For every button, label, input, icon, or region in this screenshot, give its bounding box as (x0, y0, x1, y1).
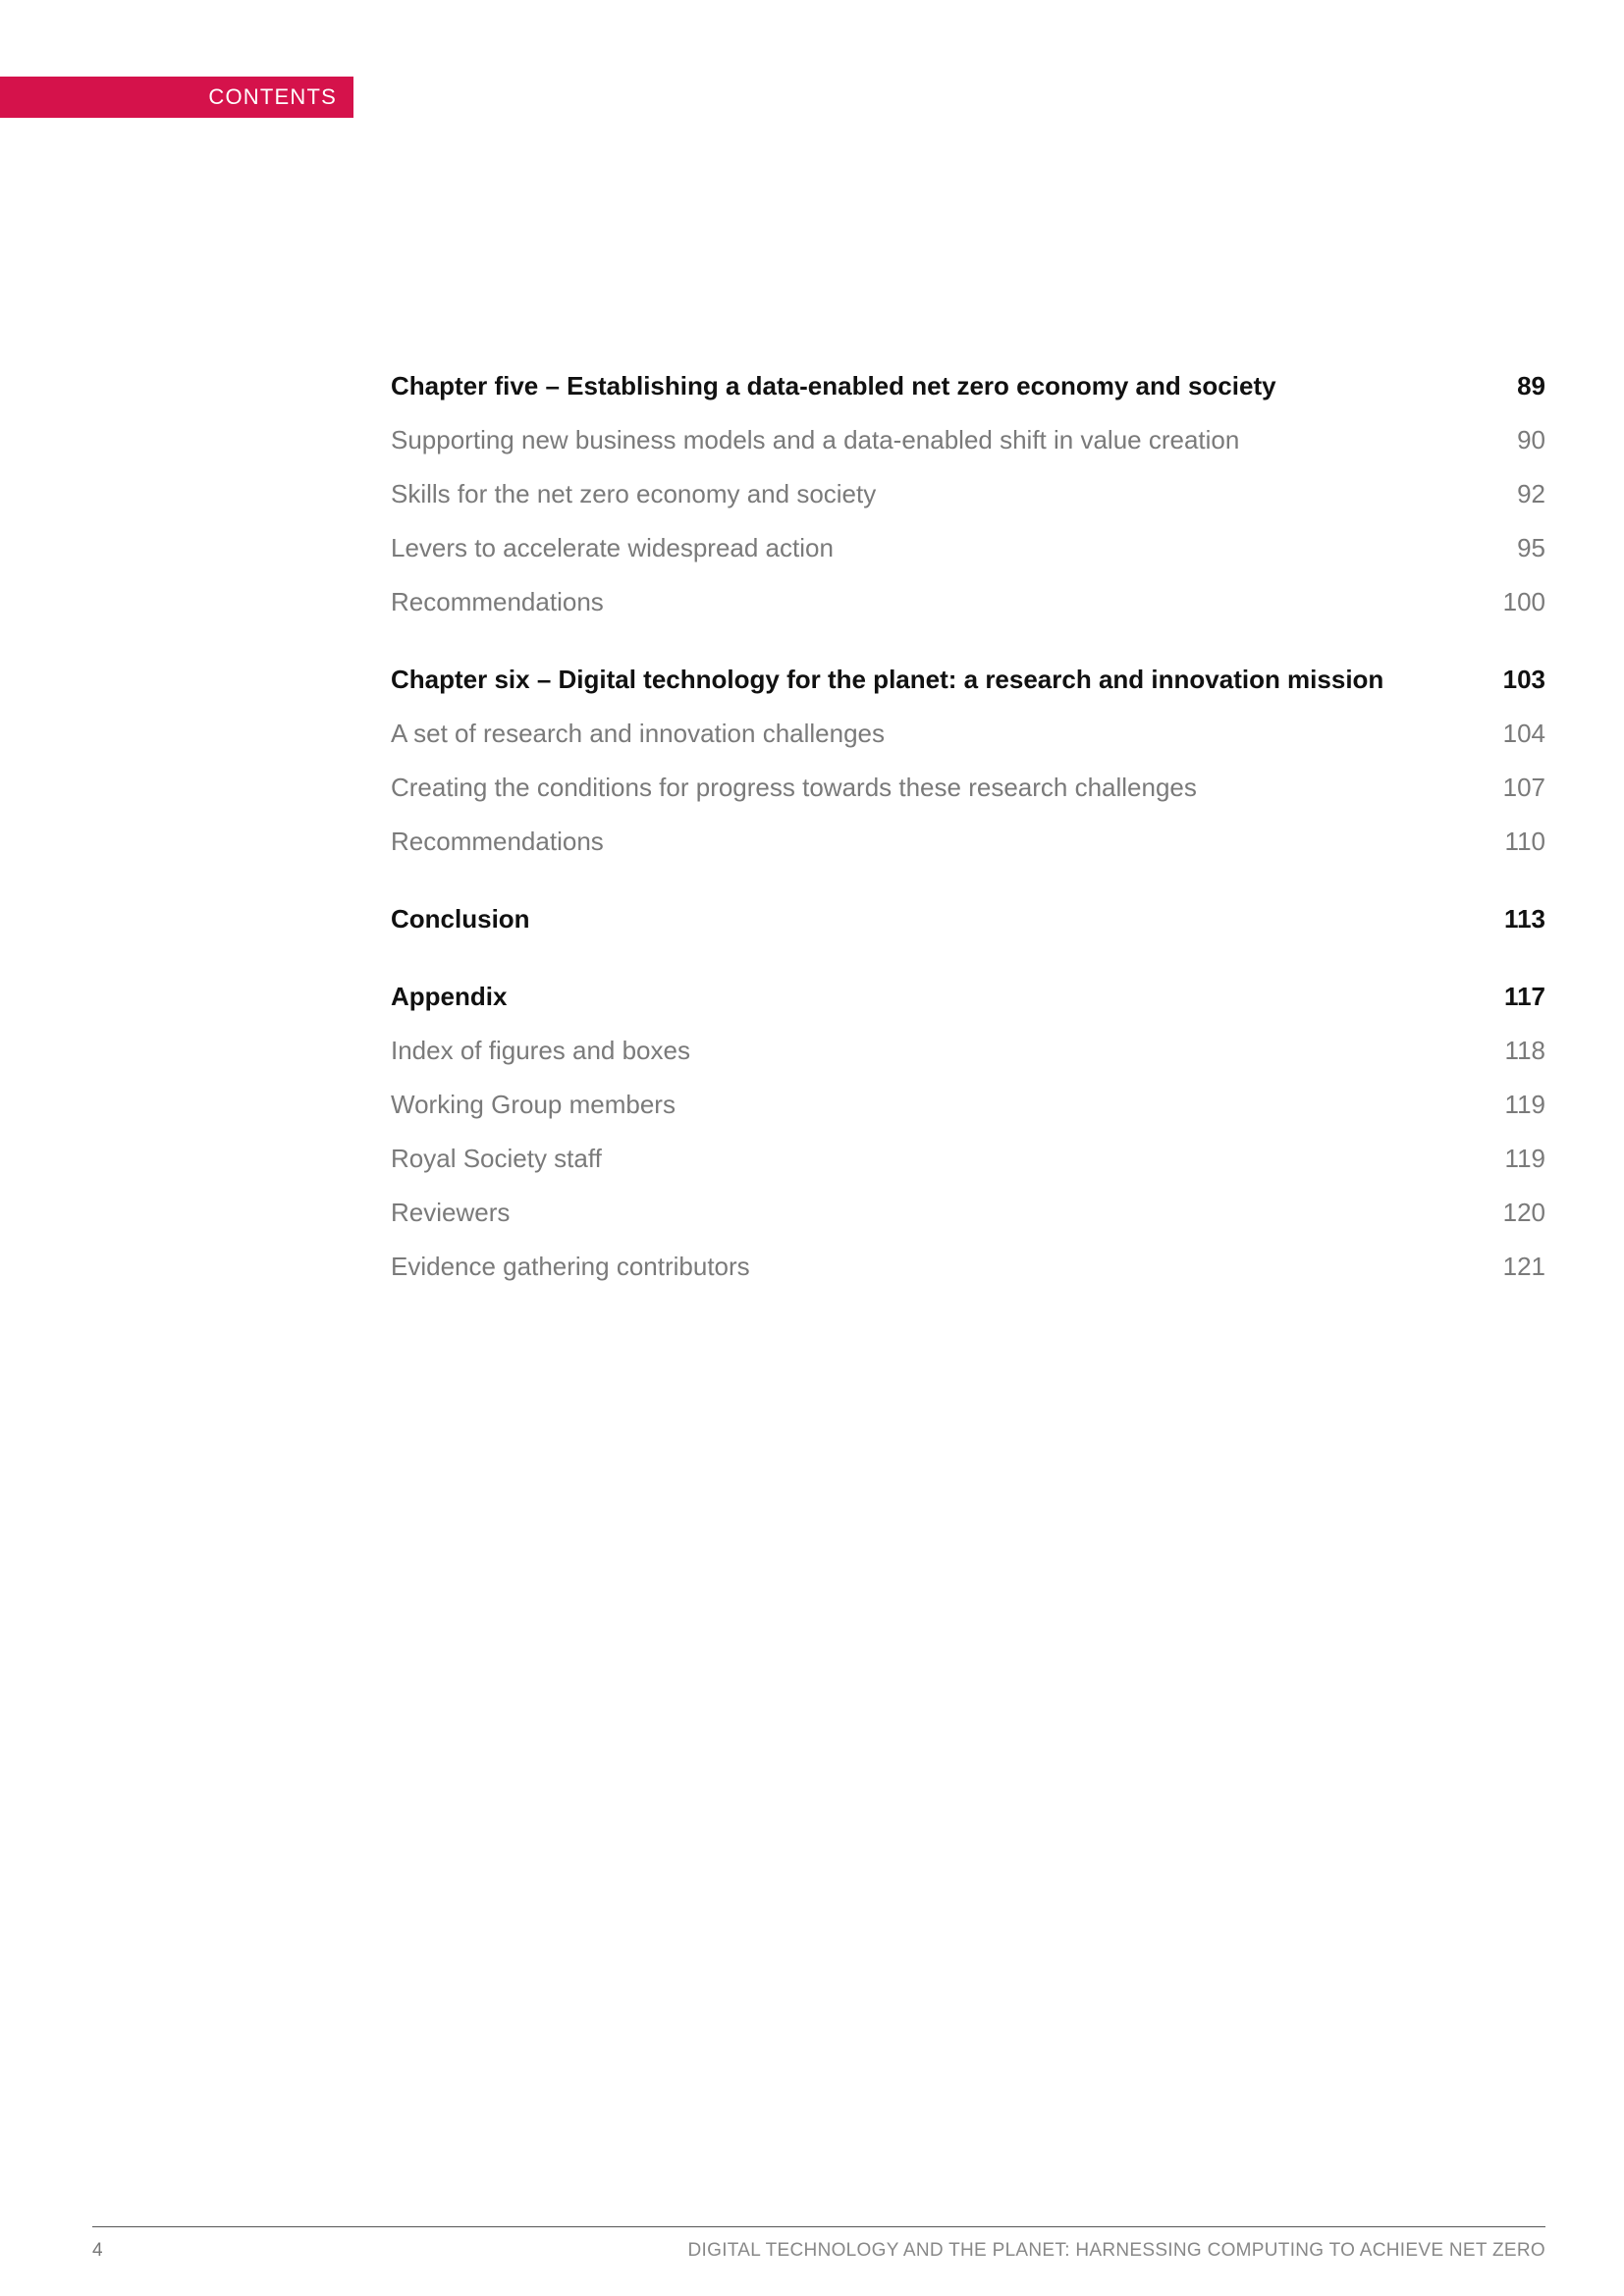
toc-entry-page: 120 (1502, 1198, 1545, 1227)
toc-entry-title: Recommendations (391, 827, 604, 856)
toc-entry-title: Chapter five – Establishing a data-enabled net zero economy and society (391, 371, 1276, 400)
toc-entry-page: 119 (1504, 1144, 1545, 1173)
toc-entry-page: 110 (1504, 827, 1545, 856)
toc-entry-page: 119 (1504, 1090, 1545, 1119)
toc-entry-title: Levers to accelerate widespread action (391, 533, 834, 562)
toc-entry-page: 95 (1517, 533, 1545, 562)
toc-entry-chapter-six[interactable] (391, 653, 1545, 707)
toc-entry-title: Skills for the net zero economy and society (391, 479, 877, 508)
toc-entry-title: Royal Society staff (391, 1144, 602, 1173)
toc-entry-recommendations-ch5[interactable] (391, 575, 1545, 629)
toc-entry-working-group[interactable] (391, 1078, 1545, 1132)
toc-entry-page: 103 (1502, 665, 1545, 694)
toc-entry-royal-society-staff[interactable] (391, 1132, 1545, 1186)
toc-entry-recommendations-ch6[interactable] (391, 815, 1545, 869)
toc-entry-page: 113 (1504, 904, 1545, 934)
footer-document-title: DIGITAL TECHNOLOGY AND THE PLANET: HARNESSING COMPUTING TO ACHIEVE NET ZERO (687, 2240, 1545, 2261)
toc-entry-title: Conclusion (391, 904, 530, 934)
toc-entry-page: 90 (1517, 425, 1545, 454)
contents-tab-label: CONTENTS (208, 84, 337, 109)
toc-entry-page: 100 (1502, 587, 1545, 616)
toc-entry-index-of-figures[interactable] (391, 1024, 1545, 1078)
toc-entry-title: Recommendations (391, 587, 604, 616)
toc-entry-reviewers[interactable] (391, 1186, 1545, 1240)
toc-entry-conditions-for-progress[interactable] (391, 761, 1545, 815)
footer-page-number: 4 (92, 2240, 103, 2261)
toc-entry-appendix[interactable] (391, 970, 1545, 1024)
toc-entry-title: Reviewers (391, 1198, 511, 1227)
toc-entry-page: 92 (1517, 479, 1545, 508)
toc-entry-levers[interactable] (391, 521, 1545, 575)
toc-entry-page: 117 (1504, 982, 1545, 1011)
toc-entry-title: Creating the conditions for progress towards these research challenges (391, 773, 1197, 802)
toc-entry-title: Appendix (391, 982, 508, 1011)
toc-entry-page: 104 (1502, 719, 1545, 748)
toc-entry-title: Evidence gathering contributors (391, 1252, 750, 1281)
toc-entry-title: Chapter six – Digital technology for the planet: a research and innovation mission (391, 665, 1384, 694)
footer-divider (92, 2226, 1545, 2227)
toc-entry-title: Working Group members (391, 1090, 676, 1119)
toc-entry-evidence-contributors[interactable] (391, 1240, 1545, 1294)
toc-entry-title: Index of figures and boxes (391, 1036, 690, 1065)
toc-entry-conclusion[interactable] (391, 892, 1545, 946)
toc-entry-business-models[interactable] (391, 413, 1545, 467)
table-of-contents (391, 359, 1545, 1294)
toc-entry-page: 121 (1502, 1252, 1545, 1281)
toc-entry-skills[interactable] (391, 467, 1545, 521)
toc-entry-title: A set of research and innovation challenges (391, 719, 886, 748)
toc-entry-page: 118 (1504, 1036, 1545, 1065)
contents-tab (0, 77, 353, 118)
toc-entry-chapter-five[interactable] (391, 359, 1545, 413)
toc-entry-page: 89 (1517, 371, 1545, 400)
toc-entry-title: Supporting new business models and a data-enabled shift in value creation (391, 425, 1240, 454)
toc-entry-page: 107 (1502, 773, 1545, 802)
toc-entry-research-challenges[interactable] (391, 707, 1545, 761)
